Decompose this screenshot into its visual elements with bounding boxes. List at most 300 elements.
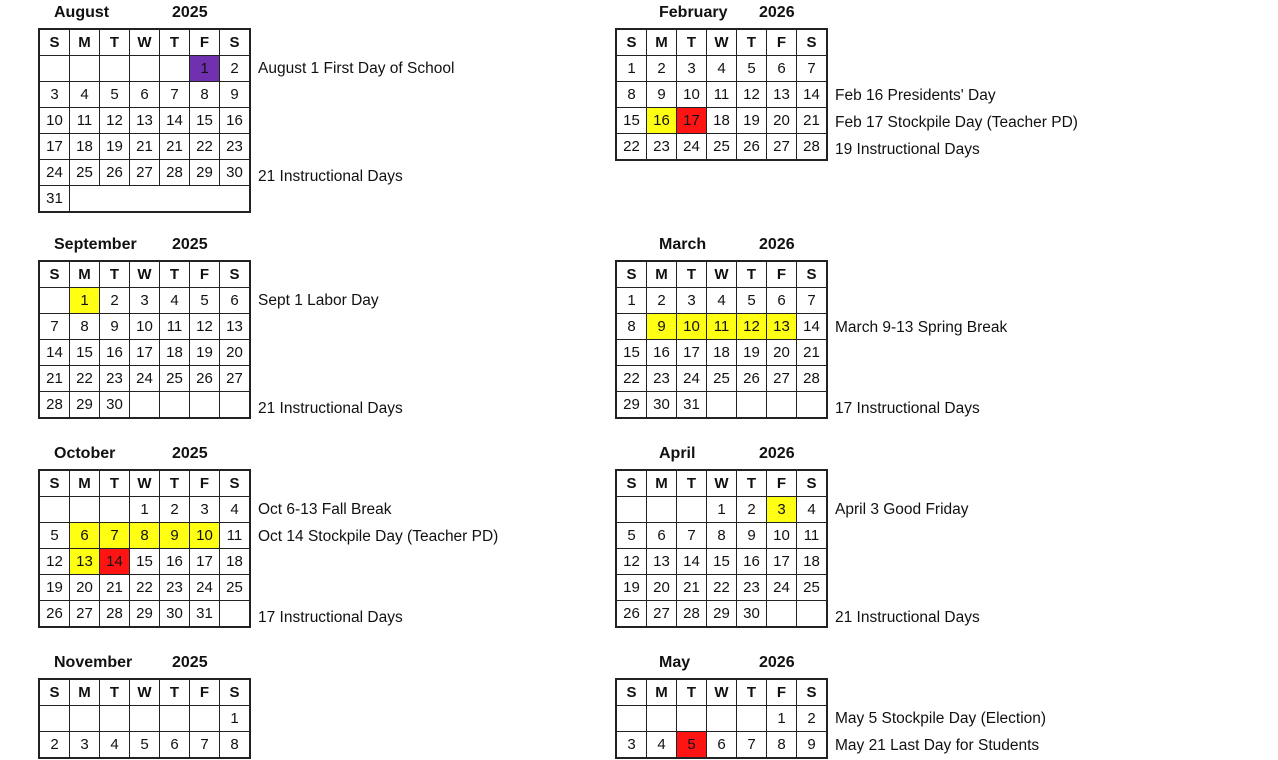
day-cell: 4 <box>797 497 828 523</box>
calendar-note: April 3 Good Friday <box>835 501 969 518</box>
week-row <box>616 288 827 314</box>
day-cell: 21 <box>39 366 70 392</box>
weekday-label: F <box>767 29 797 56</box>
day-cell: 20 <box>647 575 677 601</box>
weekday-header-row <box>616 261 827 288</box>
day-cell: 18 <box>160 340 190 366</box>
weekday-header-row <box>616 29 827 56</box>
month-year: 2026 <box>759 236 795 253</box>
weekday-label: T <box>677 679 707 706</box>
weekday-label: W <box>130 261 160 288</box>
weekday-label: T <box>737 470 767 497</box>
weekday-header-row <box>616 679 827 706</box>
weekday-label: W <box>130 29 160 56</box>
day-cell: 22 <box>190 134 220 160</box>
month-november-2025 <box>38 654 251 759</box>
day-cell: 10 <box>130 314 160 340</box>
day-cell: 5 <box>616 523 647 549</box>
day-cell: 21 <box>130 134 160 160</box>
day-cell: 21 <box>797 108 828 134</box>
day-cell: 4 <box>70 82 100 108</box>
day-cell: 28 <box>39 392 70 419</box>
month-header <box>615 654 831 674</box>
day-cell: 1 <box>70 288 100 314</box>
month-year: 2025 <box>172 445 208 462</box>
week-row <box>39 523 250 549</box>
week-row <box>616 366 827 392</box>
day-cell: 12 <box>39 549 70 575</box>
weekday-label: S <box>797 29 828 56</box>
month-august-2025 <box>38 4 455 213</box>
day-cell: 7 <box>797 56 828 82</box>
day-cell: 4 <box>160 288 190 314</box>
day-cell <box>70 56 100 82</box>
calendar-grid <box>38 469 251 628</box>
day-cell: 29 <box>190 160 220 186</box>
day-cell: 30 <box>647 392 677 419</box>
week-row <box>39 497 250 523</box>
day-cell: 22 <box>130 575 160 601</box>
month-header <box>38 236 254 256</box>
day-cell: 6 <box>160 732 190 759</box>
calendar-note: Feb 17 Stockpile Day (Teacher PD) <box>835 114 1078 131</box>
day-cell: 26 <box>737 366 767 392</box>
day-cell <box>190 186 220 213</box>
day-cell: 3 <box>70 732 100 759</box>
day-cell: 19 <box>737 108 767 134</box>
day-cell: 28 <box>160 160 190 186</box>
day-cell <box>160 56 190 82</box>
day-cell: 8 <box>190 82 220 108</box>
day-cell: 15 <box>616 340 647 366</box>
day-cell: 10 <box>677 82 707 108</box>
day-cell: 22 <box>707 575 737 601</box>
day-cell: 16 <box>160 549 190 575</box>
day-cell: 20 <box>767 340 797 366</box>
day-cell: 3 <box>190 497 220 523</box>
calendar-note: Oct 6-13 Fall Break <box>258 501 392 518</box>
week-row <box>616 340 827 366</box>
day-cell: 4 <box>100 732 130 759</box>
weekday-header-row <box>39 261 250 288</box>
day-cell <box>100 706 130 732</box>
week-row <box>616 523 827 549</box>
day-cell <box>100 56 130 82</box>
month-name: August <box>54 4 110 21</box>
day-cell: 14 <box>39 340 70 366</box>
calendar-note: May 5 Stockpile Day (Election) <box>835 710 1047 727</box>
day-cell: 12 <box>737 82 767 108</box>
day-cell <box>647 706 677 732</box>
day-cell: 2 <box>647 288 677 314</box>
day-cell: 7 <box>737 732 767 759</box>
weekday-label: M <box>647 261 677 288</box>
day-cell: 8 <box>616 82 647 108</box>
weekday-label: T <box>160 261 190 288</box>
day-cell: 10 <box>677 314 707 340</box>
day-cell: 24 <box>677 134 707 161</box>
day-cell: 8 <box>616 314 647 340</box>
weekday-label: W <box>130 679 160 706</box>
weekday-label: W <box>707 261 737 288</box>
day-cell: 7 <box>190 732 220 759</box>
month-header <box>38 4 254 24</box>
day-cell: 19 <box>616 575 647 601</box>
day-cell <box>190 392 220 419</box>
day-cell: 1 <box>130 497 160 523</box>
weekday-label: F <box>767 470 797 497</box>
day-cell: 17 <box>767 549 797 575</box>
day-cell: 1 <box>767 706 797 732</box>
day-cell: 3 <box>130 288 160 314</box>
weekday-label: S <box>797 261 828 288</box>
day-cell: 11 <box>797 523 828 549</box>
week-row <box>616 549 827 575</box>
day-cell: 14 <box>160 108 190 134</box>
week-row <box>39 160 250 186</box>
day-cell <box>70 497 100 523</box>
day-cell: 20 <box>767 108 797 134</box>
day-cell: 13 <box>767 82 797 108</box>
day-cell: 15 <box>616 108 647 134</box>
day-cell: 6 <box>220 288 251 314</box>
day-cell: 27 <box>767 366 797 392</box>
month-february-2026 <box>615 4 1078 161</box>
day-cell: 30 <box>220 160 251 186</box>
day-cell: 5 <box>190 288 220 314</box>
day-cell: 9 <box>647 82 677 108</box>
week-row <box>39 134 250 160</box>
month-header <box>615 4 831 24</box>
day-cell: 12 <box>190 314 220 340</box>
day-cell: 17 <box>190 549 220 575</box>
calendar-note: 21 Instructional Days <box>258 400 403 417</box>
day-cell: 23 <box>647 134 677 161</box>
month-name: September <box>54 236 137 253</box>
day-cell: 26 <box>616 601 647 628</box>
day-cell <box>647 497 677 523</box>
week-row <box>39 706 250 732</box>
weekday-header-row <box>39 679 250 706</box>
day-cell: 17 <box>677 340 707 366</box>
weekday-label: T <box>100 679 130 706</box>
weekday-label: T <box>677 29 707 56</box>
day-cell: 2 <box>737 497 767 523</box>
day-cell: 3 <box>39 82 70 108</box>
day-cell: 16 <box>647 108 677 134</box>
day-cell: 21 <box>797 340 828 366</box>
month-october-2025 <box>38 445 499 628</box>
day-cell: 6 <box>767 288 797 314</box>
calendar-grid <box>615 28 828 161</box>
day-cell: 23 <box>100 366 130 392</box>
day-cell <box>737 706 767 732</box>
calendar-grid <box>615 260 828 419</box>
month-year: 2025 <box>172 4 208 21</box>
month-header <box>615 445 831 465</box>
week-row <box>39 575 250 601</box>
day-cell: 4 <box>647 732 677 759</box>
calendar-note: 17 Instructional Days <box>258 609 403 626</box>
day-cell <box>130 186 160 213</box>
day-cell: 25 <box>160 366 190 392</box>
calendar-note: 17 Instructional Days <box>835 400 980 417</box>
calendar-grid <box>38 28 251 213</box>
weekday-label: T <box>160 470 190 497</box>
day-cell: 7 <box>39 314 70 340</box>
weekday-label: T <box>737 261 767 288</box>
week-row <box>39 186 250 213</box>
day-cell: 9 <box>797 732 828 759</box>
day-cell: 18 <box>707 108 737 134</box>
day-cell: 23 <box>647 366 677 392</box>
weekday-label: F <box>190 470 220 497</box>
day-cell: 2 <box>647 56 677 82</box>
day-cell: 15 <box>707 549 737 575</box>
day-cell: 6 <box>647 523 677 549</box>
day-cell: 18 <box>220 549 251 575</box>
day-cell <box>130 392 160 419</box>
weekday-label: S <box>616 29 647 56</box>
weekday-label: W <box>130 470 160 497</box>
calendar-note: August 1 First Day of School <box>258 60 455 77</box>
day-cell: 12 <box>616 549 647 575</box>
day-cell: 24 <box>190 575 220 601</box>
day-cell: 25 <box>707 366 737 392</box>
day-cell <box>39 706 70 732</box>
day-cell: 28 <box>797 134 828 161</box>
weekday-label: M <box>70 29 100 56</box>
day-cell: 7 <box>160 82 190 108</box>
day-cell: 18 <box>707 340 737 366</box>
month-name: May <box>659 654 691 671</box>
day-cell: 30 <box>100 392 130 419</box>
day-cell: 20 <box>70 575 100 601</box>
day-cell <box>160 392 190 419</box>
day-cell: 7 <box>677 523 707 549</box>
day-cell: 15 <box>130 549 160 575</box>
day-cell: 27 <box>767 134 797 161</box>
day-cell: 12 <box>737 314 767 340</box>
day-cell: 8 <box>220 732 251 759</box>
day-cell: 31 <box>190 601 220 628</box>
day-cell <box>767 392 797 419</box>
day-cell: 26 <box>39 601 70 628</box>
day-cell: 24 <box>130 366 160 392</box>
week-row <box>39 549 250 575</box>
day-cell: 3 <box>767 497 797 523</box>
day-cell: 2 <box>39 732 70 759</box>
weekday-label: S <box>220 261 251 288</box>
month-header <box>38 654 254 674</box>
week-row <box>616 392 827 419</box>
weekday-label: S <box>797 470 828 497</box>
day-cell: 25 <box>707 134 737 161</box>
day-cell: 22 <box>616 366 647 392</box>
day-cell: 1 <box>220 706 251 732</box>
day-cell: 5 <box>677 732 707 759</box>
weekday-header-row <box>616 470 827 497</box>
day-cell: 21 <box>677 575 707 601</box>
weekday-label: F <box>190 679 220 706</box>
day-cell: 13 <box>647 549 677 575</box>
month-year: 2025 <box>172 236 208 253</box>
day-cell <box>707 706 737 732</box>
day-cell <box>190 706 220 732</box>
month-year: 2026 <box>759 4 795 21</box>
week-row <box>39 82 250 108</box>
week-row <box>39 108 250 134</box>
day-cell: 28 <box>100 601 130 628</box>
weekday-label: S <box>220 470 251 497</box>
day-cell: 25 <box>70 160 100 186</box>
day-cell: 2 <box>100 288 130 314</box>
weekday-label: W <box>707 470 737 497</box>
day-cell: 15 <box>190 108 220 134</box>
weekday-label: T <box>160 29 190 56</box>
day-cell: 6 <box>707 732 737 759</box>
week-row <box>616 82 827 108</box>
day-cell: 24 <box>39 160 70 186</box>
month-april-2026 <box>615 445 980 628</box>
day-cell: 8 <box>130 523 160 549</box>
calendar-note: May 21 Last Day for Students <box>835 737 1040 754</box>
day-cell <box>616 497 647 523</box>
month-name: April <box>659 445 696 462</box>
calendar-grid <box>38 260 251 419</box>
day-cell: 9 <box>220 82 251 108</box>
day-cell: 11 <box>707 82 737 108</box>
day-cell: 9 <box>100 314 130 340</box>
day-cell: 2 <box>797 706 828 732</box>
day-cell: 8 <box>767 732 797 759</box>
calendar-note: Oct 14 Stockpile Day (Teacher PD) <box>258 528 499 545</box>
day-cell <box>100 186 130 213</box>
day-cell: 9 <box>647 314 677 340</box>
calendar-note: March 9-13 Spring Break <box>835 319 1008 336</box>
month-header <box>615 236 831 256</box>
day-cell <box>130 56 160 82</box>
day-cell: 23 <box>160 575 190 601</box>
week-row <box>616 314 827 340</box>
day-cell: 25 <box>220 575 251 601</box>
day-cell: 1 <box>616 288 647 314</box>
day-cell: 12 <box>100 108 130 134</box>
weekday-label: F <box>190 29 220 56</box>
weekday-label: S <box>616 261 647 288</box>
day-cell: 19 <box>190 340 220 366</box>
weekday-label: S <box>797 679 828 706</box>
weekday-label: T <box>100 470 130 497</box>
day-cell: 26 <box>737 134 767 161</box>
day-cell: 8 <box>70 314 100 340</box>
day-cell <box>616 706 647 732</box>
weekday-label: F <box>190 261 220 288</box>
day-cell: 14 <box>100 549 130 575</box>
day-cell <box>677 706 707 732</box>
week-row <box>39 314 250 340</box>
day-cell: 26 <box>190 366 220 392</box>
day-cell <box>160 186 190 213</box>
calendar-grid <box>615 469 828 628</box>
day-cell: 15 <box>70 340 100 366</box>
day-cell <box>220 601 251 628</box>
month-name: February <box>659 4 728 21</box>
day-cell: 5 <box>130 732 160 759</box>
day-cell <box>677 497 707 523</box>
day-cell: 28 <box>797 366 828 392</box>
day-cell <box>70 706 100 732</box>
weekday-header-row <box>39 470 250 497</box>
day-cell: 19 <box>737 340 767 366</box>
weekday-label: S <box>39 261 70 288</box>
day-cell: 13 <box>70 549 100 575</box>
month-year: 2026 <box>759 654 795 671</box>
day-cell: 30 <box>160 601 190 628</box>
day-cell: 9 <box>160 523 190 549</box>
day-cell <box>39 497 70 523</box>
day-cell: 17 <box>39 134 70 160</box>
weekday-label: W <box>707 679 737 706</box>
day-cell: 4 <box>220 497 251 523</box>
week-row <box>616 56 827 82</box>
day-cell: 16 <box>100 340 130 366</box>
month-september-2025 <box>38 236 403 419</box>
week-row <box>616 497 827 523</box>
day-cell: 24 <box>767 575 797 601</box>
week-row <box>616 108 827 134</box>
weekday-label: S <box>616 679 647 706</box>
day-cell: 30 <box>737 601 767 628</box>
day-cell <box>39 56 70 82</box>
week-row <box>39 340 250 366</box>
day-cell: 28 <box>677 601 707 628</box>
day-cell: 16 <box>737 549 767 575</box>
week-row <box>616 706 827 732</box>
week-row <box>616 601 827 628</box>
day-cell: 17 <box>677 108 707 134</box>
calendar-note: Feb 16 Presidents' Day <box>835 87 996 104</box>
day-cell: 13 <box>130 108 160 134</box>
day-cell: 26 <box>100 160 130 186</box>
day-cell: 9 <box>737 523 767 549</box>
week-row <box>616 575 827 601</box>
day-cell: 5 <box>39 523 70 549</box>
week-row <box>39 56 250 82</box>
weekday-label: F <box>767 261 797 288</box>
week-row <box>616 732 827 759</box>
day-cell: 13 <box>767 314 797 340</box>
day-cell: 4 <box>707 56 737 82</box>
day-cell: 21 <box>160 134 190 160</box>
day-cell: 27 <box>70 601 100 628</box>
day-cell: 17 <box>130 340 160 366</box>
day-cell: 2 <box>160 497 190 523</box>
day-cell <box>220 186 251 213</box>
weekday-label: T <box>677 470 707 497</box>
calendar-note: 21 Instructional Days <box>835 609 980 626</box>
day-cell: 14 <box>677 549 707 575</box>
day-cell: 18 <box>70 134 100 160</box>
day-cell: 5 <box>100 82 130 108</box>
day-cell: 29 <box>707 601 737 628</box>
day-cell: 31 <box>677 392 707 419</box>
day-cell: 11 <box>707 314 737 340</box>
day-cell: 25 <box>797 575 828 601</box>
weekday-label: F <box>767 679 797 706</box>
day-cell: 3 <box>616 732 647 759</box>
day-cell: 18 <box>797 549 828 575</box>
